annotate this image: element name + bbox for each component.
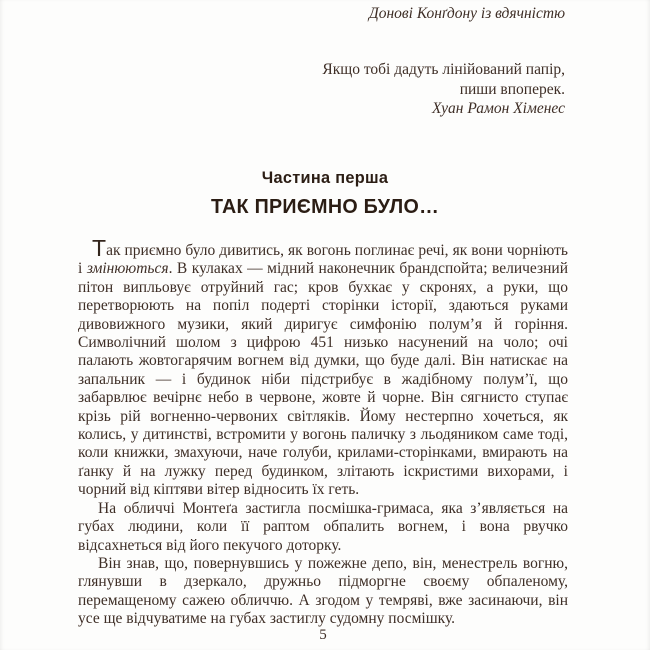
paragraph-3: Він знав, що, повернувшись у пожежне депо, він, менестрель вогню, глянувши в дзеркало, дружньо підморгне своєму обпаленому, перемащеному сажею обличчю. А згодом у темряві, вже засинаючи, він усе ще відчуватиме на губах застиглу судомну посмішку.: [78, 554, 568, 628]
dedication: Донові Конґдону із вдячністю: [368, 5, 565, 22]
paragraph-2: На обличчі Монтеґа застигла посмішка-гримаса, яка з’являється на губах людини, коли її раптом обпалить вогнем, і вона рвучко відсахнеться від його пекучого доторку.: [78, 499, 568, 554]
page-number: 5: [319, 627, 327, 643]
epigraph-attribution: Хуан Рамон Хіменес: [432, 100, 565, 117]
epigraph: [200, 60, 565, 100]
body-text: [78, 235, 569, 629]
paragraph-1-text-continued: . В кулаках — мідний наконечник брандспойта; величезний пітон випльовує отруйний гас; кров бухкає у скронях, а руки, що перетворюють на попіл подерті сторінки історії, здаються руками дивовижного музики, який диригує симфонію полум’я й горіння. Символічний шолом з цифрою 451 низько насунений на чоло; очі палають жовтогарячим вогнем від думки, що буде далі. Він натискає на запальник — і будинок ніби підстрибує в жадібному полум’ї, що забарвлює вечірнє небо в червоне, жовте й чорне. Він сягнисто ступає крізь рій вогненно-червоних світляків. Йому нестерпно хочеться, як колись, у дитинстві, встромити у вогонь паличку з льодяником саме тоді, коли книжки, змахуючи, наче голуби, крилами-сторінками, вмирають на ґанку й на лужку перед будинком, злітають іскристими вихорами, і чорний від кіптяви вітер відносить їх геть.: [78, 260, 569, 499]
epigraph-line-2: пиши впоперек.: [459, 81, 565, 98]
part-label: Частина перша: [261, 168, 389, 187]
paragraph-1-text: ак приємно було дивитись, як вогонь поглинає речі, як вони чорніють і: [78, 242, 568, 278]
initial-letter: Т: [92, 235, 107, 261]
chapter-title: ТАК ПРИЄМНО БУЛО…: [210, 195, 440, 218]
chapter-heading: [0, 168, 650, 219]
paragraph-1: [78, 235, 569, 500]
epigraph-line-1: Якщо тобі дадуть лінійований папір,: [322, 61, 565, 78]
paragraph-1-italic-word: змінюються: [86, 260, 169, 278]
